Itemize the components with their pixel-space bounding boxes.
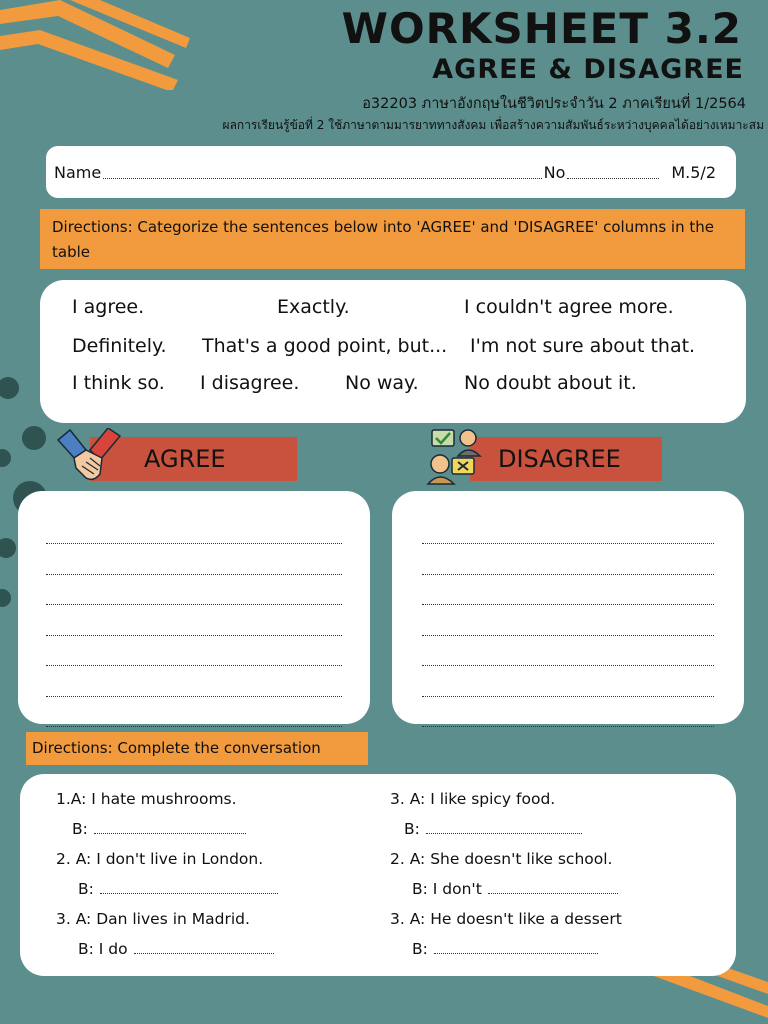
word-item: I'm not sure about that. bbox=[470, 335, 696, 357]
disagree-answer-line[interactable] bbox=[422, 668, 714, 697]
directions-conversation: Directions: Complete the conversation bbox=[26, 732, 368, 765]
agree-answer-line[interactable] bbox=[46, 515, 342, 544]
agree-answer-line[interactable] bbox=[46, 607, 342, 636]
word-item: That's a good point, but... bbox=[202, 335, 448, 357]
conversation-response bbox=[78, 940, 274, 958]
response-label: B: I do bbox=[78, 940, 128, 958]
agree-answer-line[interactable] bbox=[46, 576, 342, 605]
prompt-text: 1.A: I hate mushrooms. bbox=[56, 790, 237, 808]
word-item: I couldn't agree more. bbox=[464, 296, 674, 318]
prompt-text: 2. A: She doesn't like school. bbox=[390, 850, 613, 868]
handshake-icon bbox=[56, 428, 122, 488]
conversation-response bbox=[78, 880, 278, 898]
response-field[interactable] bbox=[434, 941, 598, 954]
debate-icon bbox=[424, 426, 490, 486]
response-label: B: I don't bbox=[412, 880, 482, 898]
conversation-response bbox=[72, 820, 246, 838]
prompt-text: 2. A: I don't live in London. bbox=[56, 850, 264, 868]
decorative-stripes bbox=[0, 0, 190, 90]
word-item: I disagree. bbox=[200, 372, 300, 394]
conversation-box bbox=[20, 774, 736, 976]
agree-heading-text: AGREE bbox=[144, 445, 226, 473]
disagree-answer-line[interactable] bbox=[422, 576, 714, 605]
class-label: M.5/2 bbox=[671, 162, 716, 182]
response-field[interactable] bbox=[94, 821, 246, 834]
response-field[interactable] bbox=[426, 821, 582, 834]
response-label: B: bbox=[72, 820, 88, 838]
disagree-answer-box bbox=[392, 491, 744, 724]
response-field[interactable] bbox=[488, 881, 618, 894]
conversation-response bbox=[404, 820, 582, 838]
response-field[interactable] bbox=[100, 881, 278, 894]
response-label: B: bbox=[412, 940, 428, 958]
disagree-answer-line[interactable] bbox=[422, 607, 714, 636]
student-info-bar bbox=[46, 146, 736, 198]
agree-answer-box bbox=[18, 491, 370, 724]
conversation-prompt bbox=[390, 790, 555, 808]
conversation-response bbox=[412, 940, 598, 958]
prompt-text: 3. A: He doesn't like a dessert bbox=[390, 910, 622, 928]
response-label: B: bbox=[78, 880, 94, 898]
disagree-answer-line[interactable] bbox=[422, 698, 714, 727]
word-item: Definitely. bbox=[72, 335, 167, 357]
prompt-text: 3. A: I like spicy food. bbox=[390, 790, 556, 808]
conversation-prompt bbox=[56, 910, 250, 928]
disagree-heading-text: DISAGREE bbox=[498, 445, 621, 473]
word-bank bbox=[40, 280, 746, 423]
conversation-prompt bbox=[390, 850, 612, 868]
word-item: I agree. bbox=[72, 296, 145, 318]
disagree-answer-line[interactable] bbox=[422, 546, 714, 575]
agree-answer-line[interactable] bbox=[46, 668, 342, 697]
conversation-prompt bbox=[390, 910, 622, 928]
directions-categorize: Directions: Categorize the sentences below into 'AGREE' and 'DISAGREE' columns in the table bbox=[40, 209, 745, 269]
conversation-response bbox=[412, 880, 618, 898]
agree-answer-line[interactable] bbox=[46, 637, 342, 666]
prompt-text: 3. A: Dan lives in Madrid. bbox=[56, 910, 250, 928]
number-label: No bbox=[543, 162, 566, 182]
word-item: No way. bbox=[345, 372, 419, 394]
agree-answer-line[interactable] bbox=[46, 698, 342, 727]
conversation-prompt bbox=[56, 850, 263, 868]
word-item: I think so. bbox=[72, 372, 165, 394]
worksheet-subtitle: AGREE & DISAGREE bbox=[432, 54, 744, 85]
word-item: No doubt about it. bbox=[464, 372, 637, 394]
response-field[interactable] bbox=[134, 941, 274, 954]
response-label: B: bbox=[404, 820, 420, 838]
disagree-answer-line[interactable] bbox=[422, 637, 714, 666]
conversation-prompt bbox=[56, 790, 237, 808]
name-label: Name bbox=[54, 162, 102, 182]
worksheet-title: WORKSHEET 3.2 bbox=[341, 4, 742, 53]
course-line: อ32203 ภาษาอังกฤษในชีวิตประจำวัน 2 ภาคเรียนที่ 1/2564 bbox=[362, 96, 746, 112]
disagree-heading bbox=[470, 437, 662, 481]
number-field[interactable] bbox=[567, 166, 659, 179]
learning-outcome: ผลการเรียนรู้ข้อที่ 2 ใช้ภาษาตามมารยาททางสังคม เพื่อสร้างความสัมพันธ์ระหว่างบุคคลได้อย่างเหมาะสม bbox=[222, 118, 764, 132]
disagree-answer-line[interactable] bbox=[422, 515, 714, 544]
name-field[interactable] bbox=[103, 166, 541, 179]
word-item: Exactly. bbox=[277, 296, 350, 318]
agree-answer-line[interactable] bbox=[46, 546, 342, 575]
